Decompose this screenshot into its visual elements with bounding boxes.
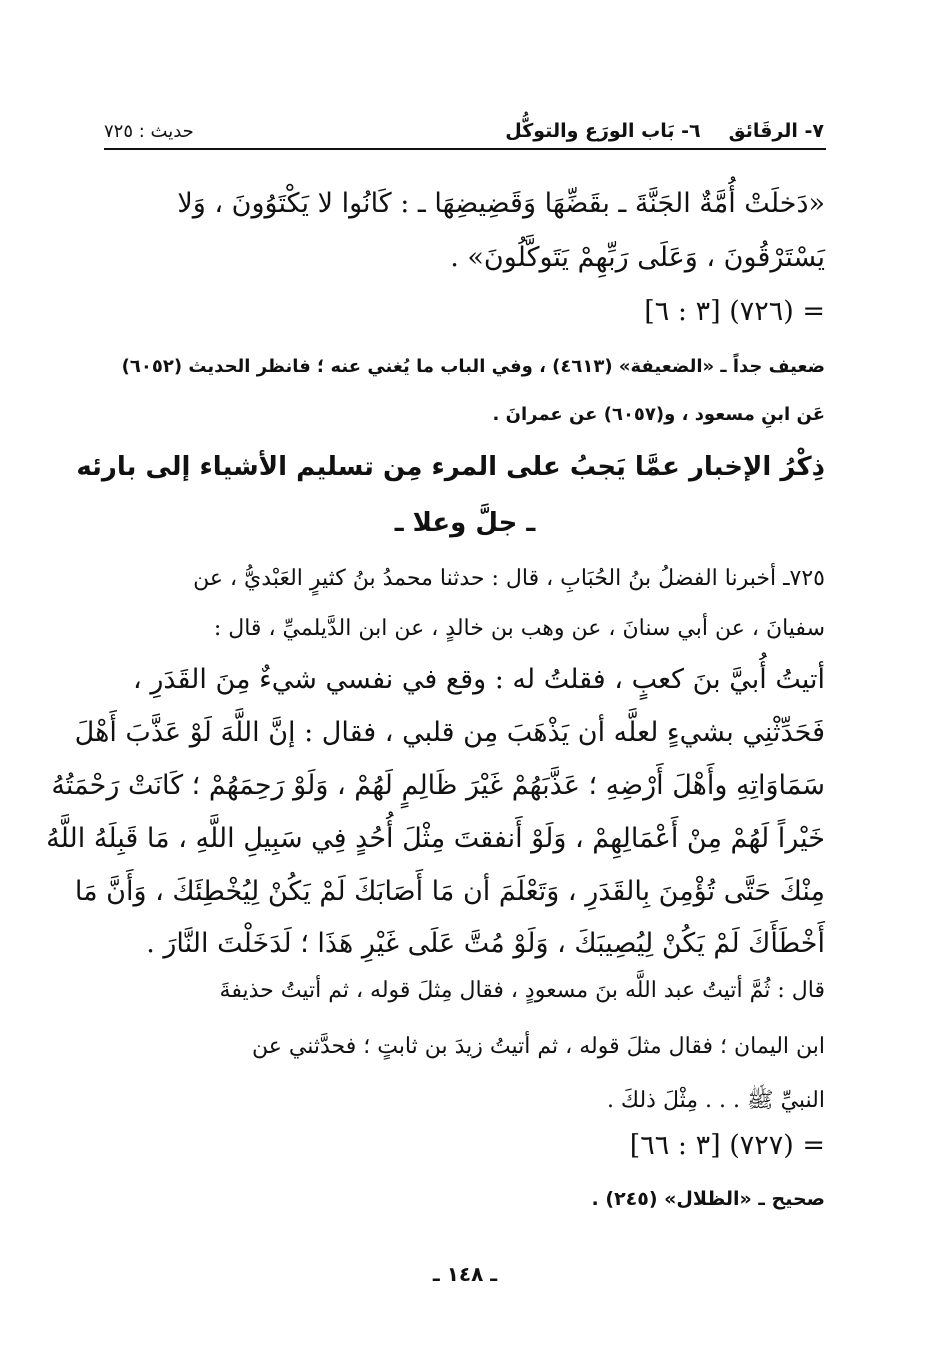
hadith-number: حديث : ٧٢٥ bbox=[104, 121, 194, 142]
matn-line: سَمَاوَاتِهِ وأَهْلَ أَرْضِهِ ؛ عَذَّبَهُمْ غَيْرَ ظَالِمٍ لَهُمْ ، وَلَوْ رَحِمَهُمْ ؛ كَانَتْ رَحْمَتُهُ bbox=[51, 770, 825, 801]
section-heading: ـ جلَّ وعلا ـ bbox=[394, 508, 536, 538]
narration-line: ابن اليمان ؛ فقال مثلَ قوله ، ثم أتيتُ زيدَ بن ثابتٍ ؛ فحدَّثني عن bbox=[252, 1034, 825, 1059]
page-number: ـ ١٤٨ ـ bbox=[432, 1262, 498, 1286]
isnad-line: ٧٢٥ـ أخبرنا الفضلُ بنُ الحُبَابِ ، قال : حدثنا محمدُ بنُ كثيرٍ العَبْديُّ ، عن bbox=[193, 566, 825, 591]
reference-line: = (٧٢٦) [٣ : ٦] bbox=[644, 296, 825, 327]
chapter-title: ٧- الرقَائق bbox=[728, 120, 824, 142]
isnad-line: سفيانَ ، عن أبي سنانَ ، عن وهب بن خالدٍ ، عن ابن الدَّيلميِّ ، قال : bbox=[213, 616, 825, 641]
running-header bbox=[104, 108, 824, 142]
hadith-text-line: يَسْتَرْقُونَ ، وَعَلَى رَبِّهِمْ يَتَوكَّلُونَ» . bbox=[450, 242, 825, 273]
matn-line: فَحَدِّثْنِي بشيءٍ لعلَّه أن يَذْهَبَ مِن قلبي ، فقال : إنَّ اللَّهَ لَوْ عَذَّبَ أَهْلَ bbox=[74, 717, 825, 748]
grading-note: عَن ابنِ مسعود ، و(٦٠٥٧) عن عمرانَ . bbox=[492, 404, 825, 425]
hadith-text-line: «دَخلَتْ أُمَّةٌ الجَنَّةَ ـ بقَضِّهَا وَقَضِيضِهَا ـ : كَانُوا لا يَكْتَوُونَ ، وَلا bbox=[177, 188, 825, 219]
grading-note: صحيح ـ «الظلال» (٢٤٥) . bbox=[591, 1188, 825, 1210]
header-divider bbox=[104, 148, 826, 150]
narration-line: قال : ثُمَّ أتيتُ عبد اللَّه بنَ مسعودٍ ، فقال مِثلَ قوله ، ثم أتيتُ حذيفةَ bbox=[219, 978, 825, 1003]
section-heading: ذِكْرُ الإخبار عمَّا يَجبُ على المرء مِن تسليم الأشياء إلى بارئه bbox=[76, 452, 825, 482]
matn-line: أَخْطَأَكَ لَمْ يَكُنْ لِيُصِيبَكَ ، وَلَوْ مُتَّ عَلَى غَيْرِ هَذَا ؛ لَدَخَلْتَ النَّارَ . bbox=[146, 928, 825, 959]
narration-line: النبيِّ ﷺ . . . مِثْلَ ذلكَ . bbox=[606, 1088, 825, 1113]
grading-note: ضعيف جداً ـ «الضعيفة» (٤٦١٣) ، وفي الباب ما يُغني عنه ؛ فانظر الحديث (٦٠٥٢) bbox=[121, 356, 825, 377]
matn-line: أتيتُ أُبيَّ بنَ كعبٍ ، فقلتُ له : وقع في نفسي شيءٌ مِنَ القَدَرِ ، bbox=[133, 664, 825, 695]
reference-line: = (٧٢٧) [٣ : ٦٦] bbox=[629, 1130, 825, 1161]
matn-line: خَيْراً لَهُمْ مِنْ أَعْمَالِهِمْ ، وَلَوْ أَنفقتَ مِثْلَ أُحُدٍ فِي سَبِيلِ اللَّهِ ، مَا قَبِلَهُ اللَّهُ bbox=[46, 823, 825, 854]
header-right bbox=[505, 120, 824, 142]
matn-line: مِنْكَ حَتَّى تُؤْمِنَ بِالقَدَرِ ، وَتَعْلَمَ أن مَا أَصَابَكَ لَمْ يَكُنْ لِيُخْطِئَكَ ، وَأَنَّ مَا bbox=[74, 876, 825, 907]
section-title: ٦- بَاب الورَع والتوكُّل bbox=[505, 120, 701, 142]
